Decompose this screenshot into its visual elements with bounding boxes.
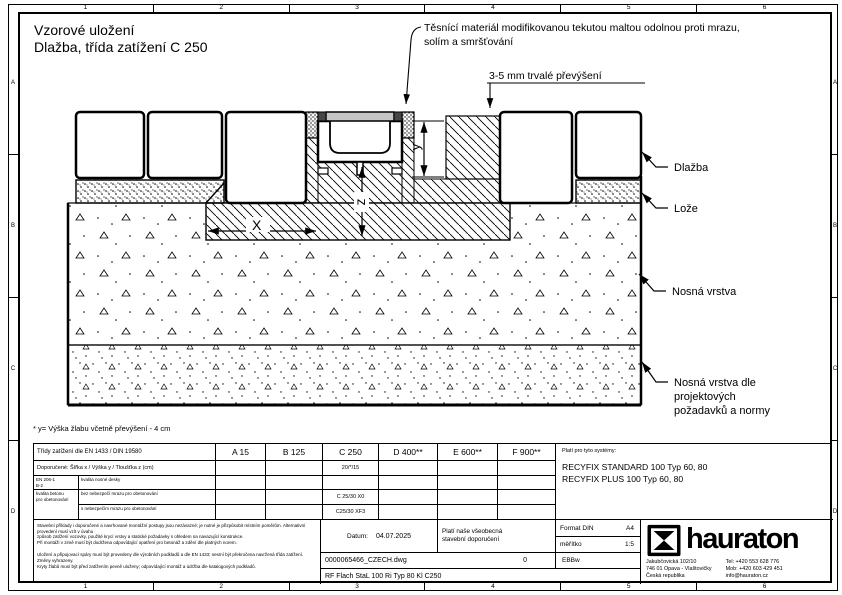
ruler-col: 1 [83,583,88,590]
subbase-layer [68,345,641,405]
concrete-group-line1: kvalita betonu [36,491,64,496]
ruler-col: 3 [289,4,425,12]
contact-line: info@hauraton.cz [725,572,768,579]
dim-y-label: y [408,143,423,151]
date-label: Datum: [347,532,368,540]
spec-cell [266,490,323,505]
spec-table [33,443,832,583]
ruler-row: A [10,80,15,86]
disclaimer-line: Při montáži v zimě musí být dodržena odpovídající opatření pro betonáž a zdění dle platných norem. [37,539,237,545]
grate-end-cap-right [394,112,402,121]
note-cell [438,520,556,553]
brand-contact [726,559,783,579]
file-cell [321,553,556,569]
spec-cell [438,476,498,490]
dims-f900 [498,461,556,476]
ruler-bottom [18,583,832,591]
spec-cell [438,490,498,505]
spec-cell [216,505,266,520]
subbase-leader [642,362,668,382]
address-line: 746 01 Opava - Vlaštovičky [646,565,712,572]
author-cell [556,553,641,569]
subbase-label-line3: požadavků a normy [674,405,770,417]
pavement-label: Dlažba [674,162,709,174]
disclaimer-line: Stavební příklady i doporučené a navrhované montážní postupy jsou nezávazné; je nutné je přizpůsobit místním poměrům. Alternativní provedení musí vzít v úvahu [37,523,306,534]
class-e600: E 600** [438,444,498,461]
ruler-row: B [832,154,838,297]
class-a15: A 15 [216,444,266,461]
paving-block-large-left [226,112,306,203]
spec-row-label: s nebezpečím mrazu pro obetonování [79,505,216,520]
spec-cell [379,505,438,520]
page-title-line2: Dlažba, třída zatížení C 250 [34,39,208,55]
format-value: A4 [626,524,634,532]
ruler-row: A [832,80,837,86]
dims-d400 [379,461,438,476]
dim-x-label: X [252,217,262,233]
class-b125: B 125 [266,444,323,461]
ruler-row: D [8,440,18,583]
concrete-right-upper [446,116,500,179]
sealing-note-line1: Těsnící materiál modifikovanou tekutou maltou odolnou proti mrazu, [424,22,740,34]
concrete-right-lower [414,179,500,203]
dims-a15 [216,461,266,476]
spec-cell [266,476,323,490]
note-line2: stavební doporučení [442,536,500,543]
concrete-left-strip [306,138,318,203]
footnote: * y= Výška žlabu včetně převýšení - 4 cm [33,424,171,433]
spec-cell-c250-frost: C25/30 XF3 [323,505,379,520]
contact-line: Mob: +420 603 429 451 [725,565,783,572]
scale-cell [556,537,641,553]
channel-foot-right [392,168,402,174]
ruler-row: B [8,154,18,297]
spec-cell [216,490,266,505]
dim-z-label: z [352,198,368,206]
ruler-col: 6 [696,4,832,12]
author: EBBw [562,557,580,564]
spec-cell [216,476,266,490]
ruler-col: 4 [424,4,560,12]
surcharge-note: 3-5 mm trvalé převýšení [489,70,602,82]
grate-end-cap-left [318,112,326,121]
concrete-group-cell [34,490,79,520]
pavement-leader [642,152,668,167]
spec-cell [498,476,556,490]
dims-c250: 20/*/15 [323,461,379,476]
doc-title-cell [321,569,641,584]
system-line: RECYFIX STANDARD 100 Typ 60, 80 [562,462,708,472]
hauraton-wordmark: hauraton [686,523,799,555]
paving-block [76,112,144,178]
dims-e600 [438,461,498,476]
channel-inner-wall [330,121,390,153]
address-line: Česká republika [646,572,685,579]
class-f900: F 900** [498,444,556,461]
ruler-col: 2 [153,583,289,591]
disclaimer-line: Kryty žlabů musí být před zatížením pevně uloženy; odpovídající montáž a údržba dle katalogových podkladů. [37,563,256,569]
ruler-col: 3 [289,583,425,591]
ruler-col: 5 [560,4,696,12]
disclaimer-paragraph-2 [37,552,317,569]
norm-line2: B-2 [36,482,44,488]
spec-cell [379,490,438,505]
spec-cell [438,505,498,520]
paving-block [576,112,641,178]
file-name: 0000065466_CZECH.dwg [325,557,407,564]
concrete-group-line2: pro obetonování [36,496,69,502]
base-label: Nosná vrstva [672,286,737,298]
ruler-row: D [832,440,838,583]
mortar-joint-right [402,112,414,138]
spec-row-label: kvalita nosné desky [79,476,216,490]
address-line: Jakubčovická 102/10 [646,559,697,565]
spec-row-label: bez nebezpečí mrazu pro obetonování [79,490,216,505]
system-line: RECYFIX PLUS 100 Typ 60, 80 [562,474,684,484]
ruler-col: 6 [696,583,832,591]
date-value: 04.07.2025 [375,532,411,540]
systems-panel [556,444,833,520]
bedding-label: Lože [674,203,698,215]
format-label: Format DIN [560,524,594,532]
norm-line1: EN 206-1 [36,477,56,482]
channel-grate [326,112,394,121]
dims-row-label: Doporučené: Šířka x / Výška y / Tloušťka z (cm) [34,461,216,476]
bedding-layer-right [576,180,641,203]
load-class-row-label: Třídy zatížení dle EN 1433 / DIN 19580 [34,444,216,461]
ruler-col: 5 [560,583,696,591]
channel-foot-left [318,168,328,174]
format-cell [556,520,641,537]
sealing-note-line2: solím a smršťování [424,36,514,48]
spec-cell [266,505,323,520]
ruler-col: 4 [424,583,560,591]
bedding-layer-left [76,180,224,203]
sealing-leader [406,27,421,104]
subbase-label-line2: projektových [674,391,736,403]
revision: 0 [523,557,527,564]
ruler-col: 2 [153,4,289,12]
paving-block-large-right [500,112,572,203]
bedding-leader [642,193,668,208]
paving-block [148,112,222,178]
subbase-label-line1: Nosná vrstva dle [674,377,756,389]
contact-line: Tel: +420 553 628 776 [725,559,780,565]
mortar-joint-left [306,112,318,138]
logo-block [641,520,833,584]
dims-b125 [266,461,323,476]
base-leader [639,274,666,291]
class-c250: C 250 [323,444,379,461]
disclaimer-block [34,520,321,584]
systems-panel-title: Platí pro tyto systémy: [562,448,617,454]
brand-address [646,559,712,579]
ruler-row: C [8,297,18,440]
page-title-line1: Vzorové uložení [34,22,135,38]
disclaimer-line: způsob zatížení vozovky, použité krycí vrstvy a statické požadavky s ohledem na navazující konstrukce. [37,534,244,540]
spec-cell-c250-nofrost: C 25/30 X0 [323,490,379,505]
doc-title: RF Flach StaL 100 Ri Typ 80 Kl C250 [325,573,442,580]
class-d400: D 400** [379,444,438,461]
ruler-row: C [832,297,838,440]
disclaimer-paragraph-1 [37,523,317,545]
date-cell [321,520,438,553]
spec-cell [323,476,379,490]
norm-cell [34,476,79,490]
spec-cell [498,490,556,505]
scale-label: měřítko [560,541,582,548]
disclaimer-line: Uložení a připojovací spáry musí být provedeny dle výrobních podkladů a dle EN 1433; nesmí být překročena navržená třída zatížení. Změny vyhrazeny. [37,552,304,563]
spec-cell [379,476,438,490]
hauraton-logo-icon [646,524,682,557]
ruler-col: 1 [83,4,88,11]
spec-cell [498,505,556,520]
note-line1: Platí naše všeobecná [442,528,503,535]
scale-value: 1:5 [624,541,634,548]
